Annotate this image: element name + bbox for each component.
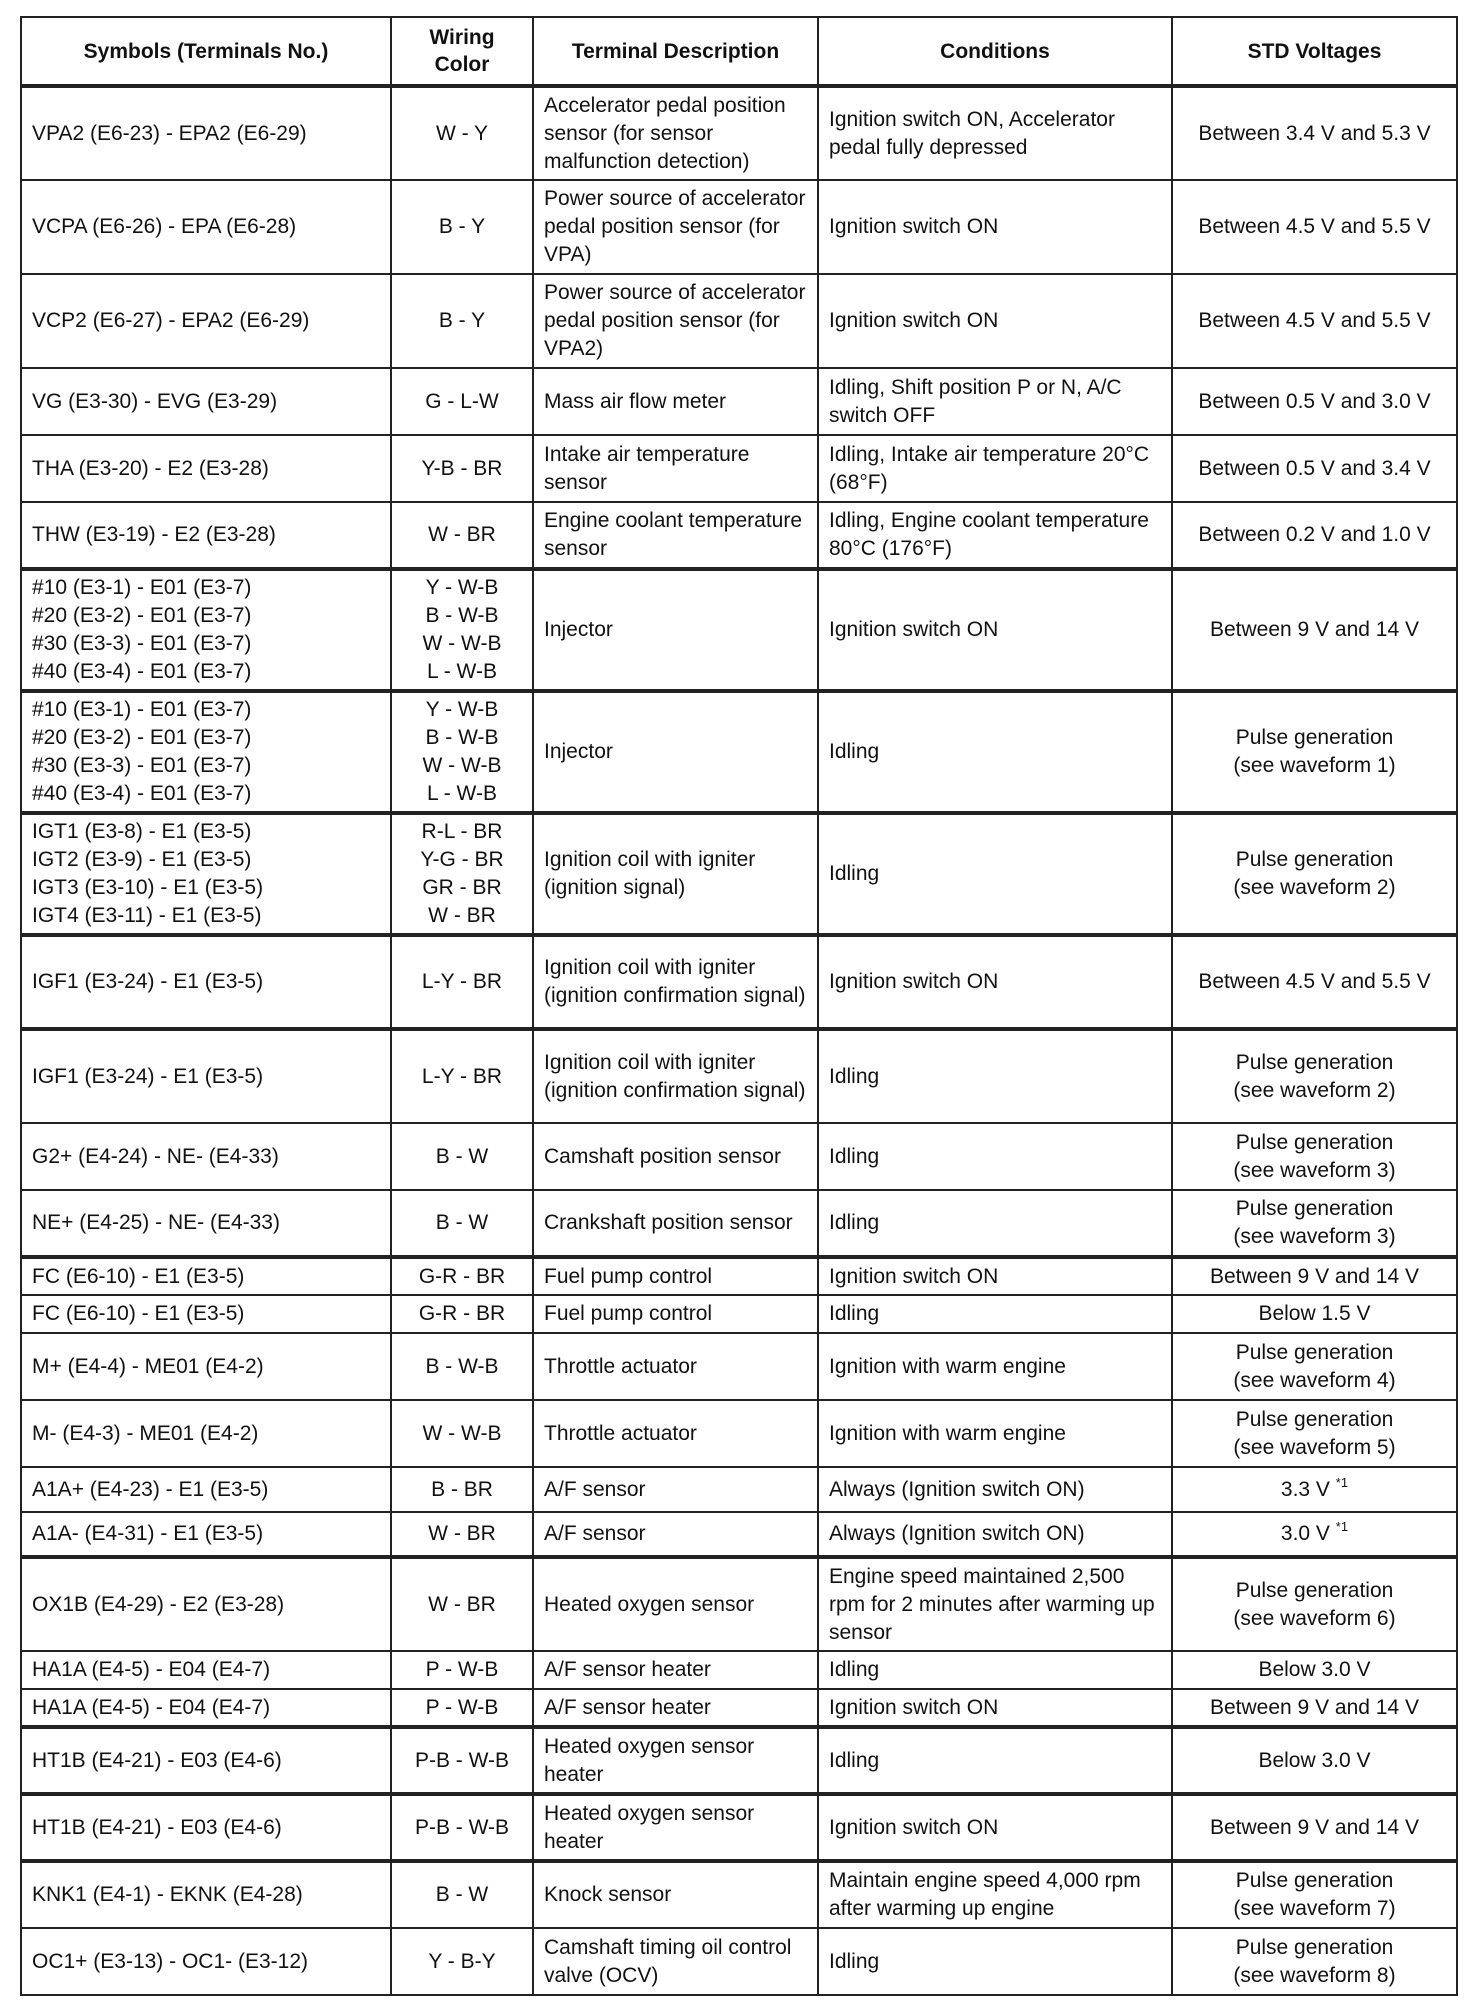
std-voltage-text: Between 4.5 V and 5.5 V: [1198, 970, 1431, 993]
cell-symbols: [21, 1651, 391, 1689]
wiring-color-text: B - Y: [438, 215, 486, 238]
terminal-description-text: Fuel pump control: [544, 1302, 713, 1325]
cell-std-voltage: [1172, 1861, 1457, 1928]
cell-symbols: [21, 691, 391, 813]
wiring-color-text: Y - B-Y: [428, 1949, 496, 1973]
cell-terminal-description: [533, 1512, 818, 1557]
cell-std-voltage: [1172, 1512, 1457, 1557]
cell-conditions: [818, 502, 1172, 569]
cell-symbols: [21, 1557, 391, 1651]
cell-conditions: [818, 1467, 1172, 1512]
conditions-text: Ignition with warm engine: [829, 1354, 1066, 1378]
symbols-text: #10 (E3-1) - E01 (E3-7) #20 (E3-2) - E01 (E3-7) #30 (E3-3) - E01 (E3-7) #40 (E3-4) - E01 (E3-7): [32, 698, 252, 805]
cell-symbols: [21, 1257, 391, 1295]
table-row: [21, 1557, 1457, 1651]
conditions-text: Idling: [829, 740, 880, 763]
conditions-text: Engine speed maintained 2,500 rpm for 2 minutes after warming up sensor: [829, 1564, 1155, 1644]
table-row: [21, 1467, 1457, 1512]
terminal-description-text: Throttle actuator: [544, 1421, 697, 1445]
cell-terminal-description: [533, 691, 818, 813]
cell-symbols: [21, 813, 391, 935]
terminal-description-text: Heated oxygen sensor: [544, 1592, 755, 1616]
terminal-description-text: Engine coolant temperature sensor: [544, 509, 802, 560]
conditions-text: Maintain engine speed 4,000 rpm after warming up engine: [829, 1869, 1141, 1920]
cell-std-voltage: [1172, 1029, 1457, 1123]
wiring-color-text: L-Y - BR: [421, 1064, 503, 1088]
cell-wiring-color: [391, 569, 533, 691]
cell-wiring-color: [391, 180, 533, 274]
cell-wiring-color: [391, 691, 533, 813]
cell-symbols: [21, 1727, 391, 1794]
cell-std-voltage: [1172, 1123, 1457, 1190]
std-voltage-text: Pulse generation (see waveform 1): [1233, 726, 1396, 777]
table-row: [21, 1861, 1457, 1928]
table-row: [21, 368, 1457, 435]
cell-std-voltage: [1172, 569, 1457, 691]
wiring-color-text: B - W-B: [425, 1354, 499, 1378]
cell-conditions: [818, 1557, 1172, 1651]
table-body: [21, 86, 1457, 1995]
wiring-color-text: B - BR: [431, 1477, 493, 1501]
std-voltage-text: Pulse generation (see waveform 3): [1233, 1130, 1396, 1182]
std-voltage-text: Between 0.5 V and 3.0 V: [1198, 389, 1431, 413]
cell-symbols: [21, 1190, 391, 1257]
std-voltage-text: Pulse generation (see waveform 2): [1233, 848, 1396, 899]
cell-terminal-description: [533, 1557, 818, 1651]
table-row: [21, 1029, 1457, 1123]
cell-std-voltage: [1172, 180, 1457, 274]
symbols-text: VCPA (E6-26) - EPA (E6-28): [32, 215, 297, 238]
terminal-description-text: Heated oxygen sensor heater: [544, 1734, 755, 1786]
symbols-text: FC (E6-10) - E1 (E3-5): [32, 1264, 245, 1288]
cell-conditions: [818, 1333, 1172, 1400]
conditions-text: Idling: [829, 1949, 880, 1973]
wiring-color-text: P - W-B: [425, 1658, 499, 1681]
std-voltage-text: Between 9 V and 14 V: [1210, 1695, 1419, 1719]
conditions-text: Idling: [829, 862, 880, 885]
wiring-color-text: W - BR: [428, 1522, 496, 1545]
cell-terminal-description: [533, 435, 818, 502]
cell-std-voltage: [1172, 1190, 1457, 1257]
cell-wiring-color: [391, 1689, 533, 1727]
cell-std-voltage: [1172, 1333, 1457, 1400]
std-voltage-text: Between 4.5 V and 5.5 V: [1198, 309, 1431, 332]
cell-wiring-color: [391, 1295, 533, 1333]
cell-wiring-color: [391, 1861, 533, 1928]
std-voltage-text: Between 3.4 V and 5.3 V: [1198, 121, 1431, 145]
table-row: [21, 935, 1457, 1029]
cell-wiring-color: [391, 935, 533, 1029]
terminal-description-text: Intake air temperature sensor: [544, 442, 750, 494]
std-voltage-text: Pulse generation (see waveform 6): [1233, 1578, 1396, 1630]
terminal-description-text: Knock sensor: [544, 1883, 672, 1906]
footnote-marker: *1: [1335, 1519, 1349, 1534]
cell-symbols: [21, 1467, 391, 1512]
terminal-description-text: Throttle actuator: [544, 1354, 697, 1378]
symbols-text: NE+ (E4-25) - NE- (E4-33): [32, 1211, 280, 1234]
cell-wiring-color: [391, 1928, 533, 1995]
terminal-description-text: Power source of accelerator pedal position sensor (for VPA2): [544, 281, 806, 360]
terminal-description-text: A/F sensor heater: [544, 1695, 711, 1719]
terminal-description-text: Ignition coil with igniter (ignition confirmation signal): [544, 956, 806, 1007]
header-row: [21, 17, 1457, 86]
cell-terminal-description: [533, 1928, 818, 1995]
cell-wiring-color: [391, 1333, 533, 1400]
cell-std-voltage: [1172, 1557, 1457, 1651]
std-voltage-text: Pulse generation (see waveform 7): [1233, 1869, 1396, 1920]
conditions-text: Ignition switch ON: [829, 1264, 999, 1288]
table-row: [21, 1400, 1457, 1467]
conditions-text: Ignition switch ON: [829, 309, 999, 332]
cell-conditions: [818, 1512, 1172, 1557]
header-std-voltages: STD Voltages: [1172, 17, 1457, 86]
cell-symbols: [21, 1333, 391, 1400]
cell-wiring-color: [391, 502, 533, 569]
table-row: [21, 1512, 1457, 1557]
conditions-text: Ignition switch ON: [829, 215, 999, 238]
conditions-text: Idling: [829, 1302, 880, 1325]
cell-terminal-description: [533, 1467, 818, 1512]
cell-conditions: [818, 435, 1172, 502]
cell-terminal-description: [533, 569, 818, 691]
cell-conditions: [818, 1794, 1172, 1861]
conditions-text: Ignition switch ON: [829, 618, 999, 641]
wiring-color-text: B - Y: [438, 309, 486, 332]
table-row: [21, 569, 1457, 691]
header-terminal-description: Terminal Description: [533, 17, 818, 86]
symbols-text: FC (E6-10) - E1 (E3-5): [32, 1302, 245, 1325]
terminal-description-text: Ignition coil with igniter (ignition confirmation signal): [544, 1050, 806, 1102]
cell-terminal-description: [533, 1190, 818, 1257]
cell-std-voltage: [1172, 1295, 1457, 1333]
cell-std-voltage: [1172, 502, 1457, 569]
cell-wiring-color: [391, 86, 533, 180]
cell-std-voltage: [1172, 1727, 1457, 1794]
cell-wiring-color: [391, 1557, 533, 1651]
symbols-text: HT1B (E4-21) - E03 (E4-6): [32, 1748, 282, 1772]
cell-std-voltage: [1172, 274, 1457, 368]
symbols-text: M- (E4-3) - ME01 (E4-2): [32, 1421, 259, 1445]
table-row: [21, 1727, 1457, 1794]
std-voltage-text: 3.3 V: [1280, 1477, 1330, 1501]
cell-conditions: [818, 368, 1172, 435]
symbols-text: A1A+ (E4-23) - E1 (E3-5): [32, 1477, 269, 1501]
conditions-text: Always (Ignition switch ON): [829, 1522, 1085, 1545]
table-row: [21, 813, 1457, 935]
conditions-text: Ignition switch ON: [829, 1695, 999, 1719]
wiring-color-text: P-B - W-B: [414, 1815, 510, 1839]
symbols-text: G2+ (E4-24) - NE- (E4-33): [32, 1144, 279, 1168]
conditions-text: Idling: [829, 1144, 880, 1168]
std-voltage-text: Pulse generation (see waveform 8): [1233, 1935, 1396, 1987]
conditions-text: Ignition switch ON, Accelerator pedal fully depressed: [829, 107, 1115, 159]
table-row: [21, 180, 1457, 274]
symbols-text: A1A- (E4-31) - E1 (E3-5): [32, 1522, 264, 1545]
cell-symbols: [21, 1400, 391, 1467]
cell-wiring-color: [391, 1123, 533, 1190]
cell-conditions: [818, 1029, 1172, 1123]
cell-std-voltage: [1172, 935, 1457, 1029]
table-row: [21, 1333, 1457, 1400]
table-row: [21, 1295, 1457, 1333]
terminal-description-text: Camshaft position sensor: [544, 1144, 781, 1168]
cell-terminal-description: [533, 1029, 818, 1123]
symbols-text: OX1B (E4-29) - E2 (E3-28): [32, 1592, 285, 1616]
table-row: [21, 1928, 1457, 1995]
conditions-text: Idling: [829, 1658, 880, 1681]
symbols-text: IGT1 (E3-8) - E1 (E3-5) IGT2 (E3-9) - E1 (E3-5) IGT3 (E3-10) - E1 (E3-5) IGT4 (E3-11) - E1 (E3-5): [32, 820, 264, 927]
cell-std-voltage: [1172, 1257, 1457, 1295]
cell-std-voltage: [1172, 813, 1457, 935]
conditions-text: Idling, Shift position P or N, A/C switch OFF: [829, 375, 1122, 427]
cell-symbols: [21, 1512, 391, 1557]
conditions-text: Ignition switch ON: [829, 1815, 999, 1839]
cell-conditions: [818, 691, 1172, 813]
terminal-description-text: Injector: [544, 740, 613, 763]
conditions-text: Idling: [829, 1064, 880, 1088]
cell-conditions: [818, 1400, 1172, 1467]
cell-symbols: [21, 1794, 391, 1861]
conditions-text: Ignition switch ON: [829, 970, 999, 993]
symbols-text: HA1A (E4-5) - E04 (E4-7): [32, 1658, 271, 1681]
std-voltage-text: Between 9 V and 14 V: [1210, 1264, 1419, 1288]
cell-terminal-description: [533, 935, 818, 1029]
table-row: [21, 691, 1457, 813]
cell-conditions: [818, 1861, 1172, 1928]
cell-terminal-description: [533, 368, 818, 435]
table-row: [21, 86, 1457, 180]
wiring-color-text: W - BR: [428, 523, 496, 546]
cell-terminal-description: [533, 502, 818, 569]
std-voltage-text: Between 0.2 V and 1.0 V: [1198, 523, 1431, 546]
cell-symbols: [21, 86, 391, 180]
symbols-text: KNK1 (E4-1) - EKNK (E4-28): [32, 1883, 303, 1906]
cell-symbols: [21, 1689, 391, 1727]
std-voltage-text: Below 3.0 V: [1258, 1658, 1371, 1681]
cell-wiring-color: [391, 274, 533, 368]
cell-terminal-description: [533, 180, 818, 274]
std-voltage-text: Below 1.5 V: [1258, 1302, 1371, 1325]
conditions-text: Idling, Engine coolant temperature 80°C (176°F): [829, 509, 1149, 560]
terminal-description-text: Ignition coil with igniter (ignition signal): [544, 848, 756, 899]
wiring-color-text: P-B - W-B: [414, 1748, 510, 1772]
table-row: [21, 1123, 1457, 1190]
wiring-color-text: L-Y - BR: [421, 970, 503, 993]
symbols-text: IGF1 (E3-24) - E1 (E3-5): [32, 970, 264, 993]
cell-std-voltage: [1172, 691, 1457, 813]
cell-conditions: [818, 1928, 1172, 1995]
conditions-text: Idling: [829, 1748, 880, 1772]
cell-terminal-description: [533, 1333, 818, 1400]
cell-std-voltage: [1172, 1928, 1457, 1995]
table-row: [21, 435, 1457, 502]
cell-symbols: [21, 1861, 391, 1928]
header-conditions: Conditions: [818, 17, 1172, 86]
terminal-description-text: Crankshaft position sensor: [544, 1211, 793, 1234]
cell-wiring-color: [391, 1257, 533, 1295]
conditions-text: Always (Ignition switch ON): [829, 1477, 1085, 1501]
terminal-description-text: A/F sensor heater: [544, 1658, 711, 1681]
symbols-text: VCP2 (E6-27) - EPA2 (E6-29): [32, 309, 310, 332]
table-row: [21, 502, 1457, 569]
terminal-description-text: Mass air flow meter: [544, 389, 727, 413]
wiring-color-text: Y-B - BR: [421, 456, 503, 480]
wiring-color-text: B - W: [435, 1883, 489, 1906]
terminal-description-text: A/F sensor: [544, 1477, 646, 1501]
cell-terminal-description: [533, 1861, 818, 1928]
conditions-text: Idling: [829, 1211, 880, 1234]
cell-symbols: [21, 1123, 391, 1190]
wiring-color-text: W - W-B: [422, 1421, 502, 1445]
cell-terminal-description: [533, 1400, 818, 1467]
std-voltage-text: Pulse generation (see waveform 5): [1233, 1407, 1396, 1459]
cell-conditions: [818, 813, 1172, 935]
std-voltage-text: Below 3.0 V: [1258, 1748, 1371, 1772]
wiring-color-text: G-R - BR: [418, 1264, 506, 1288]
cell-terminal-description: [533, 274, 818, 368]
symbols-text: OC1+ (E3-13) - OC1- (E3-12): [32, 1949, 308, 1973]
cell-symbols: [21, 435, 391, 502]
table-row: [21, 1257, 1457, 1295]
wiring-color-text: B - W: [435, 1144, 489, 1168]
cell-conditions: [818, 1689, 1172, 1727]
cell-std-voltage: [1172, 1400, 1457, 1467]
cell-conditions: [818, 935, 1172, 1029]
cell-conditions: [818, 1257, 1172, 1295]
symbols-text: IGF1 (E3-24) - E1 (E3-5): [32, 1064, 264, 1088]
terminal-description-text: Heated oxygen sensor heater: [544, 1801, 755, 1853]
table-row: [21, 1689, 1457, 1727]
wiring-color-text: W - Y: [435, 121, 489, 145]
cell-wiring-color: [391, 1794, 533, 1861]
cell-terminal-description: [533, 1257, 818, 1295]
cell-conditions: [818, 86, 1172, 180]
cell-conditions: [818, 1190, 1172, 1257]
wiring-color-text: B - W: [435, 1211, 489, 1234]
symbols-text: VPA2 (E6-23) - EPA2 (E6-29): [32, 121, 307, 145]
symbols-text: VG (E3-30) - EVG (E3-29): [32, 389, 278, 413]
cell-symbols: [21, 1295, 391, 1333]
cell-wiring-color: [391, 1512, 533, 1557]
terminal-description-text: Injector: [544, 618, 613, 641]
wiring-color-text: R-L - BR Y-G - BR GR - BR W - BR: [420, 820, 504, 927]
cell-wiring-color: [391, 813, 533, 935]
std-voltage-text: Between 4.5 V and 5.5 V: [1198, 215, 1431, 238]
cell-terminal-description: [533, 86, 818, 180]
cell-std-voltage: [1172, 86, 1457, 180]
cell-std-voltage: [1172, 1467, 1457, 1512]
cell-conditions: [818, 569, 1172, 691]
cell-wiring-color: [391, 1467, 533, 1512]
table-row: [21, 274, 1457, 368]
cell-symbols: [21, 274, 391, 368]
header-wiring-color: Wiring Color: [391, 17, 533, 86]
std-voltage-text: Between 0.5 V and 3.4 V: [1198, 456, 1431, 480]
cell-symbols: [21, 1928, 391, 1995]
symbols-text: THW (E3-19) - E2 (E3-28): [32, 523, 276, 546]
symbols-text: #10 (E3-1) - E01 (E3-7) #20 (E3-2) - E01 (E3-7) #30 (E3-3) - E01 (E3-7) #40 (E3-4) - E01 (E3-7): [32, 576, 252, 683]
symbols-text: HT1B (E4-21) - E03 (E4-6): [32, 1815, 282, 1839]
terminal-voltage-table: [20, 16, 1458, 1996]
cell-symbols: [21, 368, 391, 435]
cell-symbols: [21, 935, 391, 1029]
wiring-color-text: P - W-B: [425, 1695, 499, 1719]
symbols-text: THA (E3-20) - E2 (E3-28): [32, 456, 269, 480]
cell-terminal-description: [533, 1651, 818, 1689]
footnote-marker: *1: [1335, 1474, 1349, 1490]
cell-std-voltage: [1172, 1651, 1457, 1689]
cell-conditions: [818, 274, 1172, 368]
std-voltage-text: Between 9 V and 14 V: [1210, 1815, 1419, 1839]
std-voltage-text: Between 9 V and 14 V: [1210, 618, 1419, 641]
cell-terminal-description: [533, 1123, 818, 1190]
cell-wiring-color: [391, 1400, 533, 1467]
symbols-text: M+ (E4-4) - ME01 (E4-2): [32, 1354, 264, 1378]
cell-terminal-description: [533, 1295, 818, 1333]
table-row: [21, 1190, 1457, 1257]
cell-symbols: [21, 180, 391, 274]
cell-symbols: [21, 1029, 391, 1123]
cell-std-voltage: [1172, 1794, 1457, 1861]
cell-wiring-color: [391, 1029, 533, 1123]
wiring-color-text: G-R - BR: [418, 1302, 506, 1325]
cell-std-voltage: [1172, 1689, 1457, 1727]
wiring-color-text: Y - W-B B - W-B W - W-B L - W-B: [422, 576, 502, 683]
cell-terminal-description: [533, 1794, 818, 1861]
terminal-description-text: Accelerator pedal position sensor (for sensor malfunction detection): [544, 93, 786, 173]
cell-symbols: [21, 502, 391, 569]
std-voltage-text: 3.0 V: [1280, 1522, 1330, 1545]
std-voltage-text: Pulse generation (see waveform 2): [1233, 1050, 1396, 1102]
cell-conditions: [818, 1651, 1172, 1689]
cell-std-voltage: [1172, 435, 1457, 502]
terminal-description-text: Power source of accelerator pedal position sensor (for VPA): [544, 187, 806, 266]
wiring-color-text: Y - W-B B - W-B W - W-B L - W-B: [422, 698, 502, 805]
wiring-color-text: G - L-W: [425, 389, 499, 413]
conditions-text: Idling, Intake air temperature 20°C (68°F): [829, 442, 1150, 494]
cell-conditions: [818, 1295, 1172, 1333]
cell-wiring-color: [391, 1651, 533, 1689]
conditions-text: Ignition with warm engine: [829, 1421, 1066, 1445]
std-voltage-text: Pulse generation (see waveform 3): [1233, 1197, 1396, 1248]
wiring-color-text: W - BR: [428, 1592, 496, 1616]
table-row: [21, 1794, 1457, 1861]
cell-wiring-color: [391, 1727, 533, 1794]
symbols-text: HA1A (E4-5) - E04 (E4-7): [32, 1695, 271, 1719]
cell-conditions: [818, 1727, 1172, 1794]
terminal-description-text: Fuel pump control: [544, 1264, 713, 1288]
cell-symbols: [21, 569, 391, 691]
cell-terminal-description: [533, 1689, 818, 1727]
cell-conditions: [818, 180, 1172, 274]
header-symbols: Symbols (Terminals No.): [21, 17, 391, 86]
cell-terminal-description: [533, 813, 818, 935]
cell-wiring-color: [391, 1190, 533, 1257]
terminal-description-text: Camshaft timing oil control valve (OCV): [544, 1935, 792, 1987]
cell-wiring-color: [391, 368, 533, 435]
cell-wiring-color: [391, 435, 533, 502]
terminal-description-text: A/F sensor: [544, 1522, 646, 1545]
table-row: [21, 1651, 1457, 1689]
cell-terminal-description: [533, 1727, 818, 1794]
cell-std-voltage: [1172, 368, 1457, 435]
cell-conditions: [818, 1123, 1172, 1190]
std-voltage-text: Pulse generation (see waveform 4): [1233, 1340, 1396, 1392]
